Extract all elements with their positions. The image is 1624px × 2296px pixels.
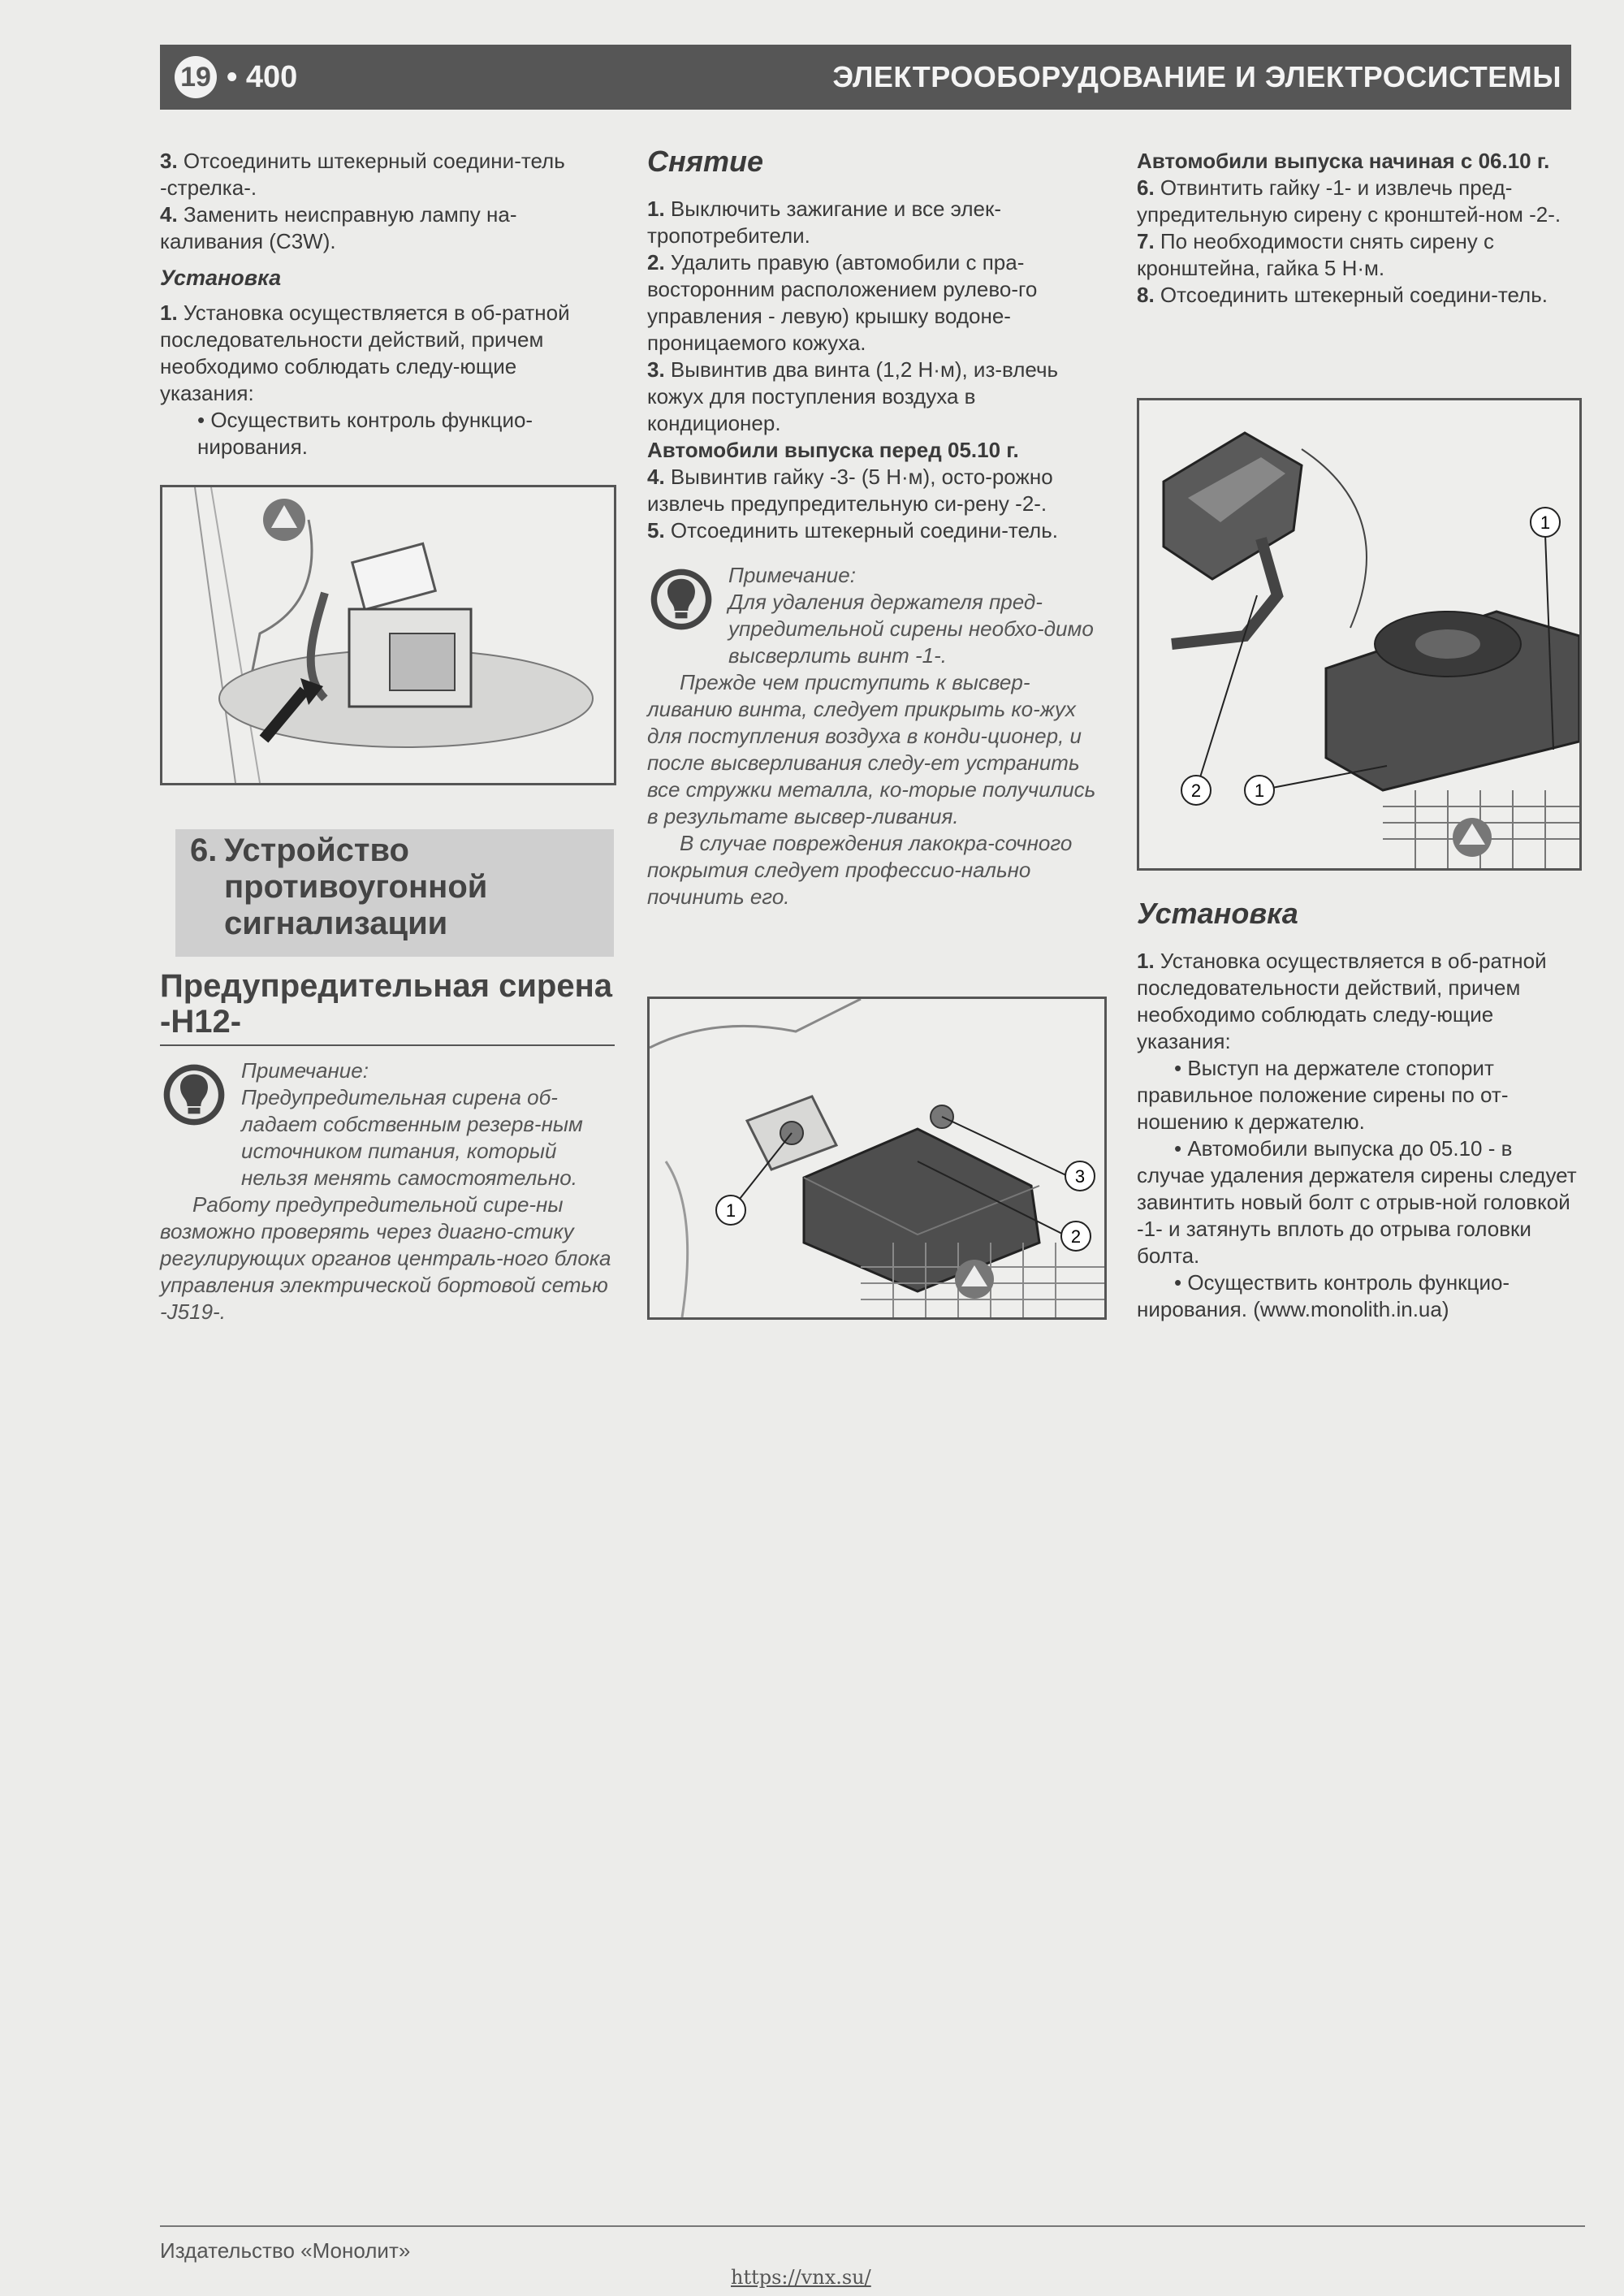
figure-lamp-connector [160, 485, 616, 785]
source-link[interactable]: https://vnx.su/ [731, 2266, 871, 2289]
column-2 [647, 145, 1104, 910]
svg-text:2: 2 [1070, 1226, 1082, 1247]
note-col1 [160, 1057, 615, 1325]
svg-text:1: 1 [1540, 512, 1551, 533]
callout-1-bottom [1245, 776, 1274, 805]
section-6-box [175, 829, 614, 957]
note-text-2: Работу предупредительной сире-ны возможно проверять через диагно-стику регулирующих органов централь-ного блока управления электрической бортовой сетью -J519-. [160, 1192, 611, 1324]
step-1: 1. Выключить зажигание и все элек-тропотребители. [647, 197, 1002, 248]
install-bullet: • Осуществить контроль функцио-нирования. [197, 408, 533, 459]
step-3: 3. Вывинтив два винта (1,2 Н·м), из-влечь кожух для поступления воздуха в кондиционер. [647, 357, 1059, 435]
note-p3: В случае повреждения лакокра-сочного покрытия следует профессио-нально починить его. [647, 831, 1073, 909]
install-step-1: 1. Установка осуществляется в об-ратной последовательности действий, причем необходимо соблюдать следу-ющие указания: [1137, 949, 1547, 1053]
note-label: Примечание: [728, 563, 856, 587]
step-4: 4. Заменить неисправную лампу на-каливания (C3W). [160, 202, 517, 253]
bullet-3: • Осуществить контроль функцио-нирования. (www.monolith.in.ua) [1137, 1270, 1510, 1321]
step-7: 7. По необходимости снять сирену с кронштейна, гайка 5 Н·м. [1137, 229, 1495, 280]
step-8: 8. Отсоединить штекерный соедини-тель. [1137, 283, 1548, 307]
svg-text:3: 3 [1074, 1166, 1086, 1187]
svg-text:2: 2 [1190, 780, 1202, 801]
note-col2 [647, 562, 1104, 910]
footer-rule [160, 2225, 1585, 2227]
step-2: 2. Удалить правую (автомобили с пра-восторонним расположением рулево-го управления - левую) крышку водоне-проницаемого кожуха. [647, 250, 1038, 355]
note-p1: Для удаления держателя пред-упредительной сирены необхо-димо высверлить винт -1-. [728, 590, 1094, 668]
install-step-1: 1. Установка осуществляется в об-ратной последовательности действий, причем необходимо соблюдать следу-ющие указания: [160, 301, 570, 405]
publisher: Издательство «Монолит» [160, 2238, 411, 2263]
bulb-icon [647, 565, 715, 633]
column-1 [160, 148, 615, 460]
column-3-install [1137, 897, 1577, 1323]
install-heading: Установка [160, 266, 282, 290]
step-3: 3. Отсоединить штекерный соедини-тель -стрелка-. [160, 149, 565, 200]
section-title: ЭЛЕКТРООБОРУДОВАНИЕ И ЭЛЕКТРОСИСТЕМЫ [832, 60, 1561, 93]
bullet-2: • Автомобили выпуска до 05.10 - в случае удаления держателя сирены следует завинтить новый болт с отрыв-ной головкой -1- и затянуть вплоть до отрыва головки болта. [1137, 1136, 1577, 1268]
callout-1-right [1531, 508, 1560, 537]
figure-siren-after [1137, 398, 1582, 871]
bullet-1: • Выступ на держателе стопорит правильное положение сирены по от-ношению к держателю. [1137, 1056, 1509, 1134]
from-heading: Автомобили выпуска начиная с 06.10 г. [1137, 149, 1550, 173]
column-3 [1137, 148, 1577, 309]
figure-siren-before [647, 997, 1107, 1320]
section-number: 6. [190, 832, 218, 868]
page-number: • 400 [227, 60, 298, 94]
removal-heading: Снятие [647, 145, 763, 178]
svg-text:1: 1 [1254, 780, 1265, 801]
note-label: Примечание: [241, 1058, 369, 1083]
callout-1 [716, 1196, 745, 1225]
step-4: 4. Вывинтив гайку -3- (5 Н·м), осто-рожно извлечь предупредительную си-рену -2-. [647, 465, 1053, 516]
siren-heading: Предупредительная сирена -H12- [160, 968, 612, 1040]
svg-text:1: 1 [725, 1200, 736, 1221]
callout-2 [1061, 1222, 1091, 1251]
note-text: Предупредительная сирена об-ладает собственным резерв-ным источником питания, который нельзя менять самостоятельно. [241, 1085, 583, 1190]
before-heading: Автомобили выпуска перед 05.10 г. [647, 438, 1019, 462]
note-p2: Прежде чем приступить к высвер-ливанию винта, следует прикрыть ко-жух для поступления воздуха в конди-ционер, и после высверливания следу-ет устранить все стружки металла, ко-торые получились в результате высвер-ливания. [647, 670, 1096, 828]
siren-before-illustration [650, 999, 1104, 1317]
callout-2 [1181, 776, 1211, 805]
chapter-badge: 19 [175, 56, 217, 98]
step-5: 5. Отсоединить штекерный соедини-тель. [647, 518, 1058, 543]
siren-after-illustration [1139, 400, 1579, 868]
step-6: 6. Отвинтить гайку -1- и извлечь пред-упредительную сирену с кронштей-ном -2-. [1137, 175, 1561, 227]
section-6-title: Устройство противоугонной сигнализации [224, 832, 488, 941]
heading-rule [160, 1044, 615, 1046]
bulb-icon [160, 1061, 228, 1129]
install-heading: Установка [1137, 897, 1298, 930]
callout-3 [1065, 1161, 1095, 1191]
lamp-connector-illustration [162, 487, 614, 783]
page-header [160, 45, 1571, 110]
